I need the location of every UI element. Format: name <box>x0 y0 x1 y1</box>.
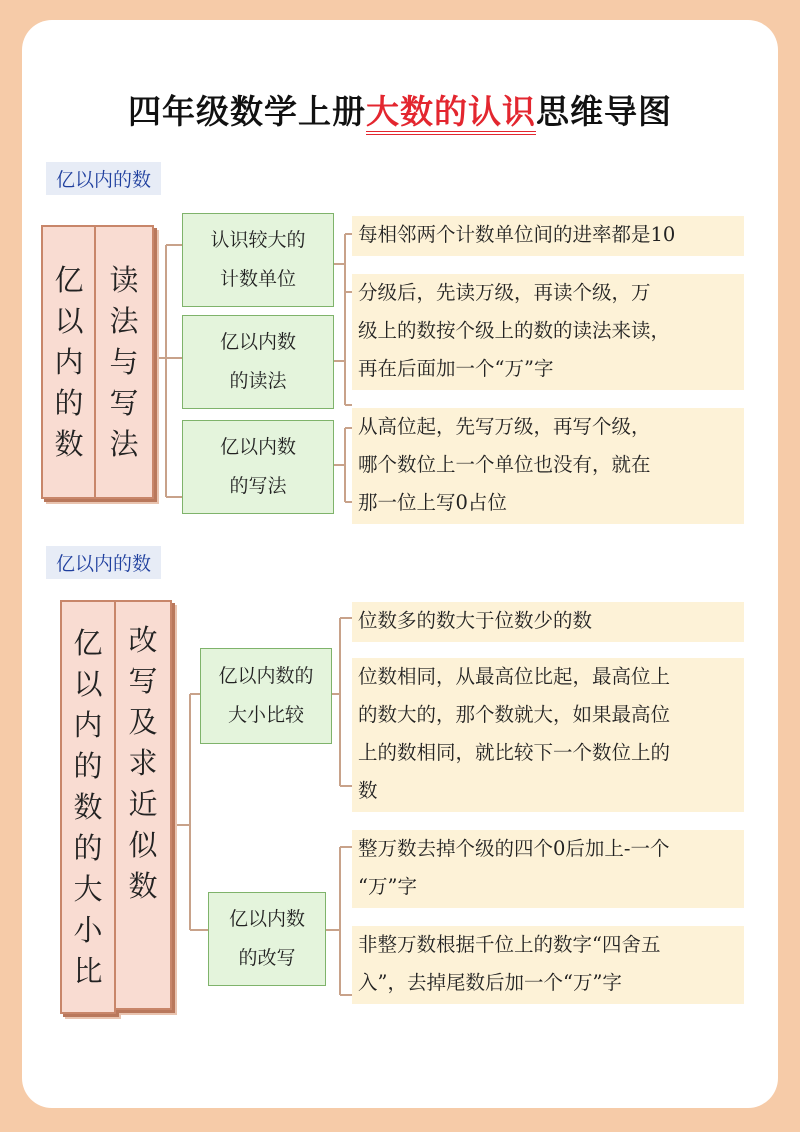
section1-root-char: 亿 <box>54 262 84 297</box>
section1-root-char: 数 <box>54 426 84 461</box>
section2-root-char: 内 <box>73 707 103 742</box>
section2-topic-char: 改 <box>128 623 158 657</box>
section1-topic-char: 法 <box>109 303 139 338</box>
section2-label: 亿以内的数 <box>46 546 161 579</box>
branch-line: 亿以内数 <box>219 331 296 353</box>
section2-root-char: 比 <box>73 953 103 988</box>
note-writing: 从高位起，先写万级，再写个级， 哪个数位上一个单位也没有，就在 那一位上写0占位 <box>352 408 744 524</box>
section1-topic-char: 与 <box>109 344 139 379</box>
note-reading: 分级后，先读万级，再读个级，万 级上的数按个级上的数的读法来读， 再在后面加一个“万”字 <box>352 274 744 390</box>
section2-root-box <box>60 600 116 1014</box>
branch-line: 计数单位 <box>219 268 296 290</box>
section2-topic-box <box>114 600 172 1010</box>
note-counting-units: 每相邻两个计数单位间的进率都是10 <box>352 216 744 256</box>
section2-topic-char: 似 <box>128 828 158 862</box>
section1-topic-char: 法 <box>109 426 139 461</box>
title-suffix: 思维导图 <box>536 92 672 131</box>
branch-comparison <box>200 648 332 744</box>
section2-topic-char: 写 <box>128 664 158 698</box>
branch-line: 的写法 <box>229 475 287 497</box>
branch-reading <box>182 315 334 409</box>
branch-writing <box>182 420 334 514</box>
branch-line: 亿以内数 <box>228 908 305 930</box>
branch-line: 大小比较 <box>227 704 304 726</box>
title-highlight: 大数的认识 <box>366 92 536 135</box>
note-rounding: 非整万数根据千位上的数字“四舍五 入”，去掉尾数后加一个“万”字 <box>352 926 744 1004</box>
branch-line: 亿以内数的 <box>218 665 314 687</box>
note-whole-ten-thousand: 整万数去掉个级的四个0后加上-一个 “万”字 <box>352 830 744 908</box>
section2-root-char: 以 <box>73 666 103 701</box>
branch-line: 亿以内数 <box>219 436 296 458</box>
section2-root-char: 的 <box>73 830 103 865</box>
section2-topic-char: 求 <box>128 746 158 780</box>
note-same-digits: 位数相同，从最高位比起，最高位上 的数大的，那个数就大，如果最高位 上的数相同，就比较下一个数位上的 数 <box>352 658 744 812</box>
branch-line: 的改写 <box>238 947 296 969</box>
branch-counting-units <box>182 213 334 307</box>
section1-root-char: 以 <box>54 303 84 338</box>
section2-root-char: 亿 <box>73 625 103 660</box>
section2-root-char: 的 <box>73 748 103 783</box>
section1-root-char: 的 <box>54 385 84 420</box>
note-more-digits: 位数多的数大于位数少的数 <box>352 602 744 642</box>
section2-topic-char: 近 <box>128 787 158 821</box>
section1-topic-char: 读 <box>109 262 139 297</box>
section2-topic-char: 数 <box>128 869 158 903</box>
section1-root-char: 内 <box>54 344 84 379</box>
section2-root-char: 大 <box>73 871 103 906</box>
title-prefix: 四年级数学上册 <box>128 92 366 131</box>
section2-root-char: 数 <box>73 789 103 824</box>
section1-label: 亿以内的数 <box>46 162 161 195</box>
section2-topic-char: 及 <box>128 705 158 739</box>
section1-topic-char: 写 <box>109 385 139 420</box>
branch-line: 的读法 <box>229 370 287 392</box>
section2-root-char: 小 <box>73 912 103 947</box>
branch-line: 认识较大的 <box>210 229 306 251</box>
section1-topic-box <box>94 225 154 499</box>
section1-root-box <box>41 225 97 499</box>
branch-rewriting <box>208 892 326 986</box>
